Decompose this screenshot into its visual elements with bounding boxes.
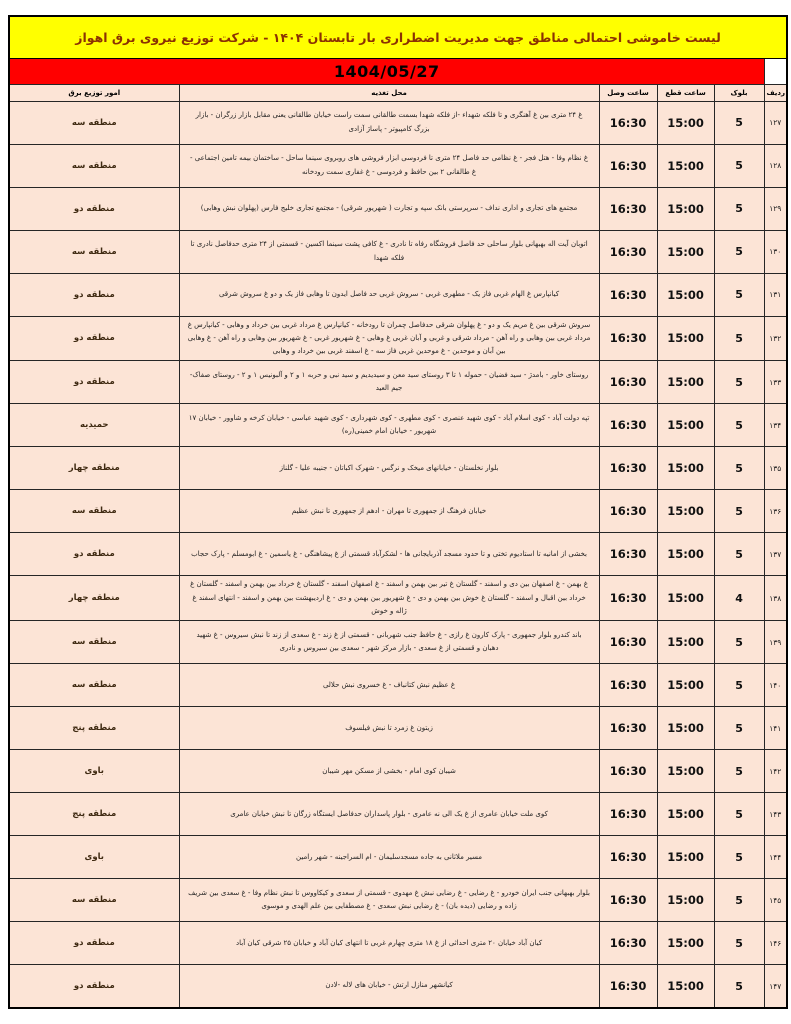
row-number: ۱۴۴ [764,836,787,879]
distribution-region: منطقه سه [9,664,179,707]
distribution-region: منطقه دو [9,361,179,404]
date-empty-cell [764,58,787,84]
restore-time: 16:30 [599,576,657,621]
row-number: ۱۳۹ [764,621,787,664]
distribution-region: منطقه دو [9,533,179,576]
row-number: ۱۴۲ [764,750,787,793]
table-row [9,447,787,490]
distribution-region: منطقه چهار [9,576,179,621]
distribution-region: منطقه سه [9,621,179,664]
cut-time: 15:00 [657,836,714,879]
feeding-location: باند کندرو بلوار جمهوری - پارک کارون غ رازی - غ حافظ جنب شهربانی - قسمتی از غ زند - غ سعدی از زند تا نبش سیروس - غ شهید دهبان و قسمتی از غ سعدی - بازار مرکز شهر - سعدی بین سیروس و نادری [179,621,599,664]
row-number: ۱۳۲ [764,316,787,361]
feeding-location: بلوار نخلستان - خیابانهای میخک و نرگس - شهرک اکباتان - جنیبه علیا - گلناز [179,447,599,490]
block-value: 5 [714,965,764,1008]
col-header-row-number: ردیف [764,84,787,101]
row-number: ۱۲۹ [764,187,787,230]
cut-time: 15:00 [657,707,714,750]
block-value: 5 [714,447,764,490]
row-number: ۱۳۶ [764,490,787,533]
cut-time: 15:00 [657,187,714,230]
block-value: 5 [714,187,764,230]
restore-time: 16:30 [599,316,657,361]
feeding-location: کوی ملت خیابان عامری از غ یک الی نه عامری - بلوار پاسداران حدفاصل ایستگاه زرگان تا نبش خیابان عامری [179,793,599,836]
block-value: 5 [714,793,764,836]
feeding-location: کیانشهر منازل ارتش - خیابان های لاله -لادن [179,965,599,1008]
block-value: 5 [714,404,764,447]
block-value: 5 [714,273,764,316]
table-row [9,664,787,707]
feeding-location: بلوار بهبهانی جنب ایران خودرو - غ رضایی - غ رضایی نبش غ مهدوی - قسمتی از سعدی و کیکاووس تا نبش نظام وفا - غ سعدی بین شریف زاده و رضایی (دیده بان) - غ رضایی نبش سعدی - غ مصطفایی بین علم الهدی و موسوی [179,879,599,922]
restore-time: 16:30 [599,836,657,879]
restore-time: 16:30 [599,922,657,965]
block-value: 5 [714,533,764,576]
distribution-region: حمیدیه [9,404,179,447]
feeding-location: کیان آباد خیابان ۲۰ متری احداثی از غ ۱۸ متری چهارم غربی تا انتهای کیان آباد و خیابان ۲۵ شرقی کیان آباد [179,922,599,965]
feeding-location: غ ۲۴ متری بین غ آهنگری و تا فلکه شهداء -از فلکه شهدا بسمت طالقانی سمت راست خیابان طالقانی یعنی مقابل بازار زرگران - بازار بزرگ کامپیوتر - پاساژ آزادی [179,101,599,144]
cut-time: 15:00 [657,273,714,316]
cut-time: 15:00 [657,101,714,144]
feeding-location: خیابان فرهنگ از جمهوری تا مهران - ادهم از جمهوری تا نبش عظیم [179,490,599,533]
col-header-location: محل تغذیه [179,84,599,101]
table-row [9,793,787,836]
feeding-location: اتوبان آیت اله بهبهانی بلوار ساحلی حد فاصل فروشگاه رفاه تا نادری - غ کافی پشت سینما اکسین - قسمتی از ۲۴ متری حدفاصل نادری تا فلکه شهدا [179,230,599,273]
table-row [9,101,787,144]
cut-time: 15:00 [657,490,714,533]
feeding-location: غ بهمن - غ اصفهان بین دی و اسفند - گلستان غ تیر بین بهمن و اسفند - غ اصفهان اسفند - گلستان غ خرداد بین بهمن و اسفند - گلستان غ خرداد بین اقبال و اسفند - گلستان غ خوش بین بهمن و دی - غ شهریور بین بهمن و دی - غ اردیبهشت بین بهمن و اسفند - انتهای اسفند غ ژاله و خوش [179,576,599,621]
row-number: ۱۳۷ [764,533,787,576]
cut-time: 15:00 [657,965,714,1008]
restore-time: 16:30 [599,101,657,144]
restore-time: 16:30 [599,965,657,1008]
block-value: 4 [714,576,764,621]
block-value: 5 [714,664,764,707]
table-row [9,490,787,533]
table-row [9,922,787,965]
row-number: ۱۳۵ [764,447,787,490]
distribution-region: منطقه سه [9,230,179,273]
feeding-location: مسیر ملاثانی به جاده مسجدسلیمان - ام السراجینه - شهر رامین [179,836,599,879]
table-row [9,533,787,576]
row-number: ۱۴۳ [764,793,787,836]
distribution-region: منطقه دو [9,965,179,1008]
distribution-region: منطقه پنج [9,707,179,750]
block-value: 5 [714,750,764,793]
table-row [9,576,787,621]
row-number: ۱۴۰ [764,664,787,707]
restore-time: 16:30 [599,533,657,576]
table-row [9,836,787,879]
block-value: 5 [714,836,764,879]
table-body [9,101,787,1008]
table-row [9,621,787,664]
cut-time: 15:00 [657,793,714,836]
cut-time: 15:00 [657,404,714,447]
page-title: لیست خاموشی احتمالی مناطق جهت مدیریت اضطراری بار تابستان ۱۴۰۴ - شرکت توزیع نیروی برق اهواز [9,16,787,58]
row-number: ۱۲۸ [764,144,787,187]
block-value: 5 [714,621,764,664]
col-header-cut-time: ساعت قطع [657,84,714,101]
cut-time: 15:00 [657,361,714,404]
row-number: ۱۳۱ [764,273,787,316]
feeding-location: زیتون غ زمرد تا نبش فیلسوف [179,707,599,750]
block-value: 5 [714,361,764,404]
cut-time: 15:00 [657,664,714,707]
row-number: ۱۴۵ [764,879,787,922]
feeding-location: روستای خاور - بامدژ - سید فضیان - حموله ۱ تا ۳ روستای سید معن و سیدیدیم و سید نبی و حربه ۱ و ۲ و آلبونیس ۱ و ۲ - روستای صفاک-جیم العید [179,361,599,404]
restore-time: 16:30 [599,621,657,664]
restore-time: 16:30 [599,404,657,447]
table-row [9,879,787,922]
row-number: ۱۳۰ [764,230,787,273]
feeding-location: غ نظام وفا - هتل فجر - غ نظامی حد فاصل ۲۴ متری تا فردوسی ابزار فروشی های روبروی سینما ساحل - ساختمان بیمه تامین اجتماعی - غ طالقانی ۲ بین حافظ و فردوسی - غ غفاری سمت رودخانه [179,144,599,187]
cut-time: 15:00 [657,447,714,490]
date-row [9,58,787,84]
table-row [9,750,787,793]
col-header-block: بلوک [714,84,764,101]
row-number: ۱۳۸ [764,576,787,621]
row-number: ۱۴۱ [764,707,787,750]
distribution-region: منطقه دو [9,187,179,230]
block-value: 5 [714,490,764,533]
cut-time: 15:00 [657,621,714,664]
row-number: ۱۲۷ [764,101,787,144]
restore-time: 16:30 [599,793,657,836]
restore-time: 16:30 [599,361,657,404]
feeding-location: غ عظیم نبش کتانباف - غ خسروی نبش حلالی [179,664,599,707]
cut-time: 15:00 [657,316,714,361]
cut-time: 15:00 [657,750,714,793]
distribution-region: باوی [9,750,179,793]
table-row [9,144,787,187]
block-value: 5 [714,879,764,922]
col-header-restore-time: ساعت وصل [599,84,657,101]
distribution-region: منطقه سه [9,490,179,533]
restore-time: 16:30 [599,144,657,187]
row-number: ۱۳۴ [764,404,787,447]
restore-time: 16:30 [599,273,657,316]
feeding-location: کیانپارس غ الهام غربی فاز یک - مطهری غربی - سروش غربی حد فاصل ایدون تا وهابی فاز یک و دو غ سروش شرقی [179,273,599,316]
restore-time: 16:30 [599,490,657,533]
row-number: ۱۴۷ [764,965,787,1008]
block-value: 5 [714,230,764,273]
restore-time: 16:30 [599,750,657,793]
distribution-region: منطقه سه [9,101,179,144]
banner-row [9,16,787,58]
restore-time: 16:30 [599,879,657,922]
block-value: 5 [714,144,764,187]
cut-time: 15:00 [657,230,714,273]
table-row [9,316,787,361]
table-row [9,404,787,447]
column-header-row [9,84,787,101]
distribution-region: منطقه پنج [9,793,179,836]
cut-time: 15:00 [657,144,714,187]
restore-time: 16:30 [599,187,657,230]
row-number: ۱۳۳ [764,361,787,404]
cut-time: 15:00 [657,533,714,576]
col-header-region: امور توزیع برق [9,84,179,101]
feeding-location: مجتمع های تجاری و اداری نداف - سرپرستی بانک سپه و تجارت ( شهریور شرقی) - مجتمع تجاری خلیج فارس (پهلوان نبش وهابی) [179,187,599,230]
table-row [9,273,787,316]
feeding-location: سروش شرقی بین غ مریم یک و دو - غ پهلوان شرقی حدفاصل چمران تا رودخانه - کیانپارس غ مرداد غربی بین خرداد و وهابی - کیانپارس غ مرداد غربی بین وهابی و راه آهن - مرداد شرقی و غربی و آبان غربی غ وهابی - غ شهریور غربی - غ شهریور بین وهابی و راه آهن - غ وهابی بین آبان و موحدین - غ موحدین غربی فاز سه - غ اسفند غربی بین خرداد و وهابی [179,316,599,361]
restore-time: 16:30 [599,447,657,490]
restore-time: 16:30 [599,664,657,707]
distribution-region: منطقه سه [9,879,179,922]
table-row [9,230,787,273]
cut-time: 15:00 [657,879,714,922]
distribution-region: منطقه سه [9,144,179,187]
table-row [9,361,787,404]
block-value: 5 [714,316,764,361]
block-value: 5 [714,707,764,750]
distribution-region: منطقه چهار [9,447,179,490]
table-row [9,187,787,230]
restore-time: 16:30 [599,230,657,273]
outage-table [8,15,788,1009]
table-row [9,707,787,750]
cut-time: 15:00 [657,576,714,621]
restore-time: 16:30 [599,707,657,750]
table-row [9,965,787,1008]
row-number: ۱۴۶ [764,922,787,965]
feeding-location: تپه دولت آباد - کوی اسلام آباد - کوی شهید عنصری - کوی مطهری - کوی شهرداری - کوی شهید عباسی - خیابان کرخه و شاوور - خیابان ۱۷ شهریور - خیابان امام خمینی(ره) [179,404,599,447]
block-value: 5 [714,101,764,144]
distribution-region: منطقه دو [9,922,179,965]
cut-time: 15:00 [657,922,714,965]
distribution-region: منطقه دو [9,316,179,361]
block-value: 5 [714,922,764,965]
feeding-location: بخشی از امانیه تا استادیوم تختی و تا حدود مسجد آذربایجانی ها - لشکرآباد قسمتی از غ پیشاهنگی - غ یاسمین - غ ابومسلم - پارک حجاب [179,533,599,576]
feeding-location: شیبان کوی امام - بخشی از مسکن مهر شیبان [179,750,599,793]
distribution-region: باوی [9,836,179,879]
distribution-region: منطقه دو [9,273,179,316]
date-header: 1404/05/27 [9,58,764,84]
